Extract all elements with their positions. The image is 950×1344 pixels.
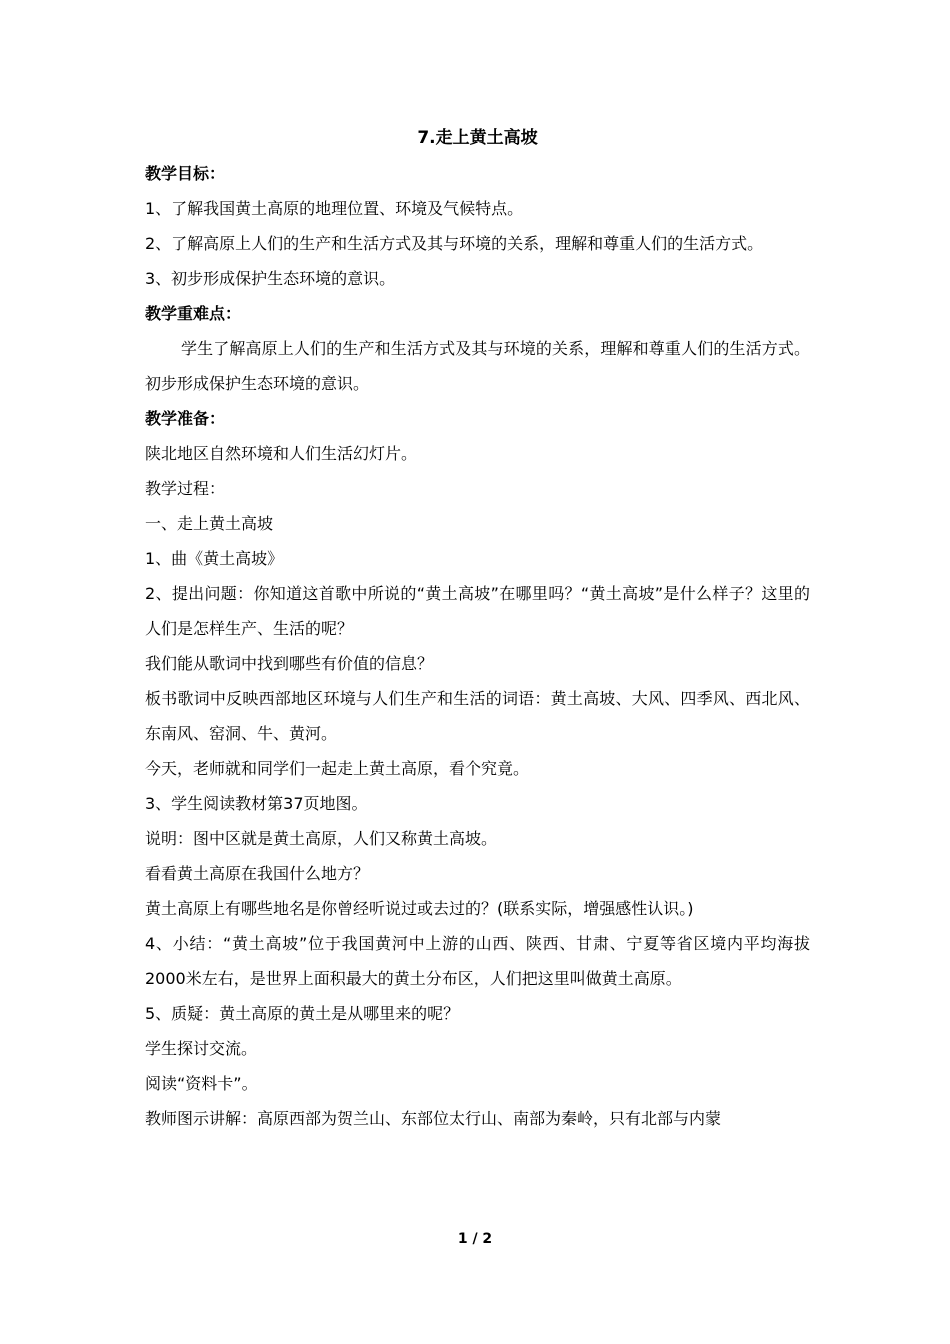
paragraph: 3、初步形成保护生态环境的意识。	[145, 269, 396, 288]
paragraph: 4、小结：“黄土高坡”位于我国黄河中上游的山西、陕西、甘肃、宁夏等省区境内平均海拔2000米左右，是世界上面积最大的黄土分布区，人们把这里叫做黄土高原。	[145, 934, 810, 988]
document-body	[145, 120, 810, 1136]
paragraph: 2、了解高原上人们的生产和生活方式及其与环境的关系，理解和尊重人们的生活方式。	[145, 234, 764, 253]
paragraph: 2、提出问题：你知道这首歌中所说的“黄土高坡”在哪里吗？“黄土高坡”是什么样子？这里的人们是怎样生产、生活的呢？	[145, 584, 810, 638]
paragraph: 今天，老师就和同学们一起走上黄土高原，看个究竟。	[145, 759, 530, 778]
page-number: 1 / 2	[457, 1231, 493, 1247]
paragraph: 3、学生阅读教材第37页地图。	[145, 794, 368, 813]
paragraph: 学生了解高原上人们的生产和生活方式及其与环境的关系，理解和尊重人们的生活方式。初步形成保护生态环境的意识。	[145, 339, 810, 393]
paragraph: 教学过程：	[145, 479, 226, 498]
section-heading: 教学目标：	[145, 164, 226, 183]
paragraph: 一、走上黄土高坡	[145, 514, 274, 533]
paragraph: 1、了解我国黄土高原的地理位置、环境及气候特点。	[145, 199, 524, 218]
paragraph: 说明：图中区就是黄土高原，人们又称黄土高坡。	[145, 829, 498, 848]
paragraph: 教师图示讲解：高原西部为贺兰山、东部位太行山、南部为秦岭，只有北部与内蒙	[145, 1109, 722, 1128]
paragraph: 我们能从歌词中找到哪些有价值的信息？	[145, 654, 434, 673]
paragraph: 5、质疑：黄土高原的黄土是从哪里来的呢？	[145, 1004, 460, 1023]
paragraph: 陕北地区自然环境和人们生活幻灯片。	[145, 444, 418, 463]
section-heading: 教学重难点：	[145, 304, 242, 323]
paragraph-list	[145, 156, 810, 1136]
paragraph: 板书歌词中反映西部地区环境与人们生产和生活的词语：黄土高坡、大风、四季风、西北风、东南风、窑洞、牛、黄河。	[145, 689, 810, 743]
paragraph: 阅读“资料卡”。	[145, 1074, 258, 1093]
section-heading: 教学准备：	[145, 409, 226, 428]
paragraph: 1、曲《黄土高坡》	[145, 549, 284, 568]
paragraph: 黄土高原上有哪些地名是你曾经听说过或去过的？(联系实际，增强感性认识。)	[145, 899, 694, 918]
paragraph: 看看黄土高原在我国什么地方？	[145, 864, 370, 883]
paragraph: 学生探讨交流。	[145, 1039, 258, 1058]
document-title: 7.走上黄土高坡	[417, 128, 538, 148]
